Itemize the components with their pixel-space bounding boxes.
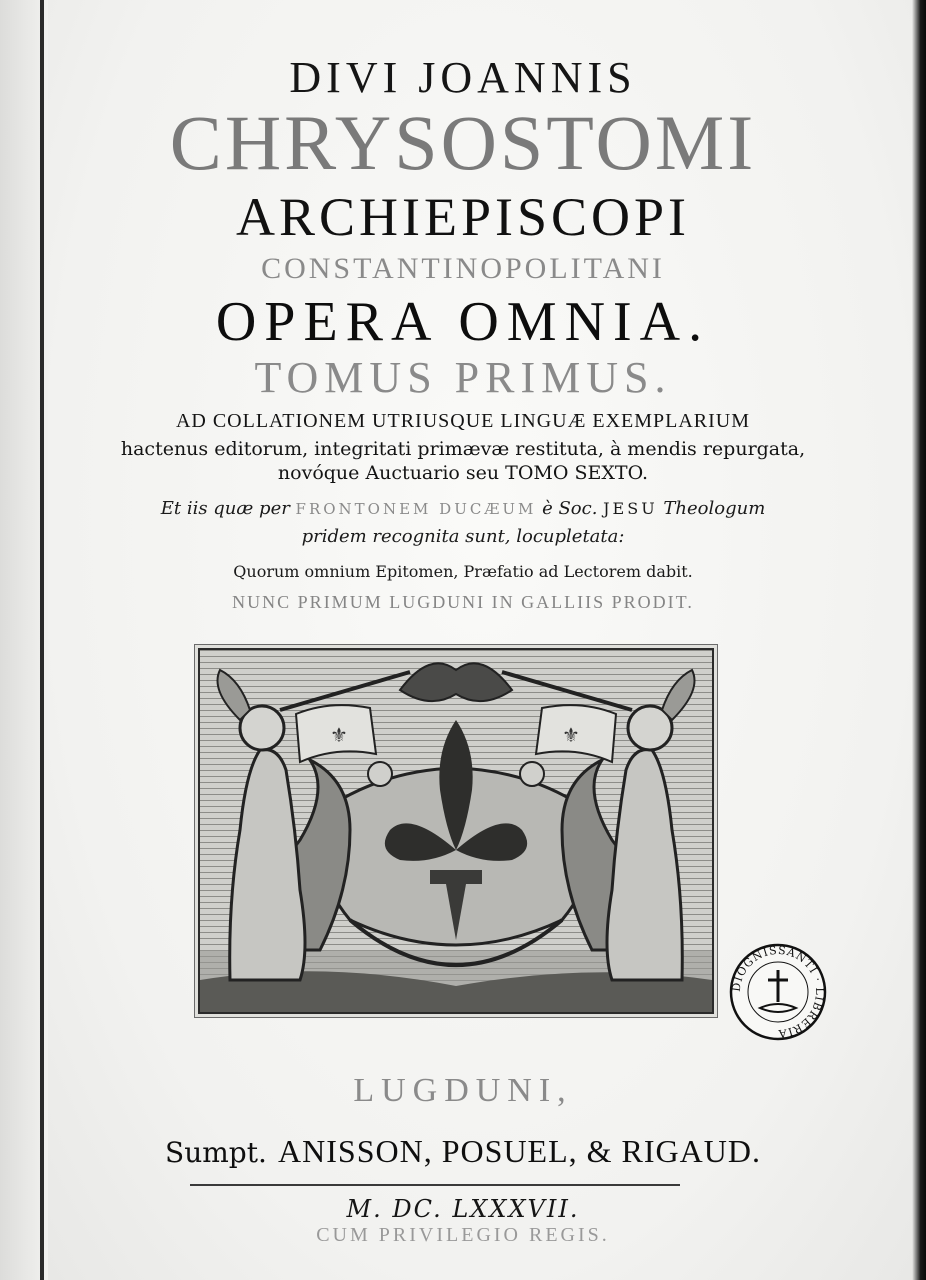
imprint-prefix: Sumpt. (165, 1136, 267, 1169)
volume-number: TOMUS PRIMUS. (254, 353, 672, 402)
royal-privilege: CUM PRIVILEGIO REGIS. (316, 1224, 610, 1246)
publisher-names: ANISSON, POSUEL, & RIGAUD. (278, 1133, 761, 1169)
editor-order: JESU (603, 499, 658, 518)
editor-line-text-a: Et iis quæ per (160, 498, 296, 519)
first-edition-note: NUNC PRIMUM LUGDUNI IN GALLIIS PRODIT. (232, 592, 694, 612)
publication-date: M. DC. LXXXVII. (346, 1195, 580, 1223)
author-see: CONSTANTINOPOLITANI (261, 252, 665, 285)
editor-line (0, 498, 926, 519)
library-stamp-text: DIOGNISSANTI · LIBRERIA (729, 943, 827, 1041)
library-stamp-art (728, 942, 828, 1042)
svg-text:⚜: ⚜ (330, 723, 348, 747)
place-of-publication: LUGDUNI, (353, 1072, 573, 1109)
preface-note: Quorum omnium Epitomen, Præfatio ad Lectorem dabit. (233, 562, 693, 581)
editor-line-text-e: Theologum (657, 498, 766, 519)
engraving-art (200, 650, 712, 1012)
editor-line-text-c: è Soc. (536, 498, 604, 519)
description-line-3: novóque Auctuario seu TOMO SEXTO. (277, 462, 649, 484)
author-name: CHRYSOSTOMI (169, 99, 757, 186)
description-line-1: AD COLLATIONEM UTRIUSQUE LINGUÆ EXEMPLARIUM (175, 410, 751, 432)
author-title: ARCHIEPISCOPI (235, 187, 691, 247)
editor-line-2: pridem recognita sunt, locupletata: (301, 526, 625, 547)
imprint-line (0, 1132, 926, 1170)
printers-device-engraving (198, 648, 714, 1014)
author-line-1: DIVI JOANNIS (289, 53, 637, 102)
library-stamp (728, 942, 828, 1042)
description-line-2: hactenus editorum, integritati primævæ restituta, à mendis repurgata, (120, 438, 806, 460)
work-title: OPERA OMNIA. (215, 291, 711, 353)
editor-name: FRONTONEM DUCÆUM (295, 500, 537, 518)
imprint-rule (190, 1184, 680, 1186)
svg-text:⚜: ⚜ (562, 723, 580, 747)
